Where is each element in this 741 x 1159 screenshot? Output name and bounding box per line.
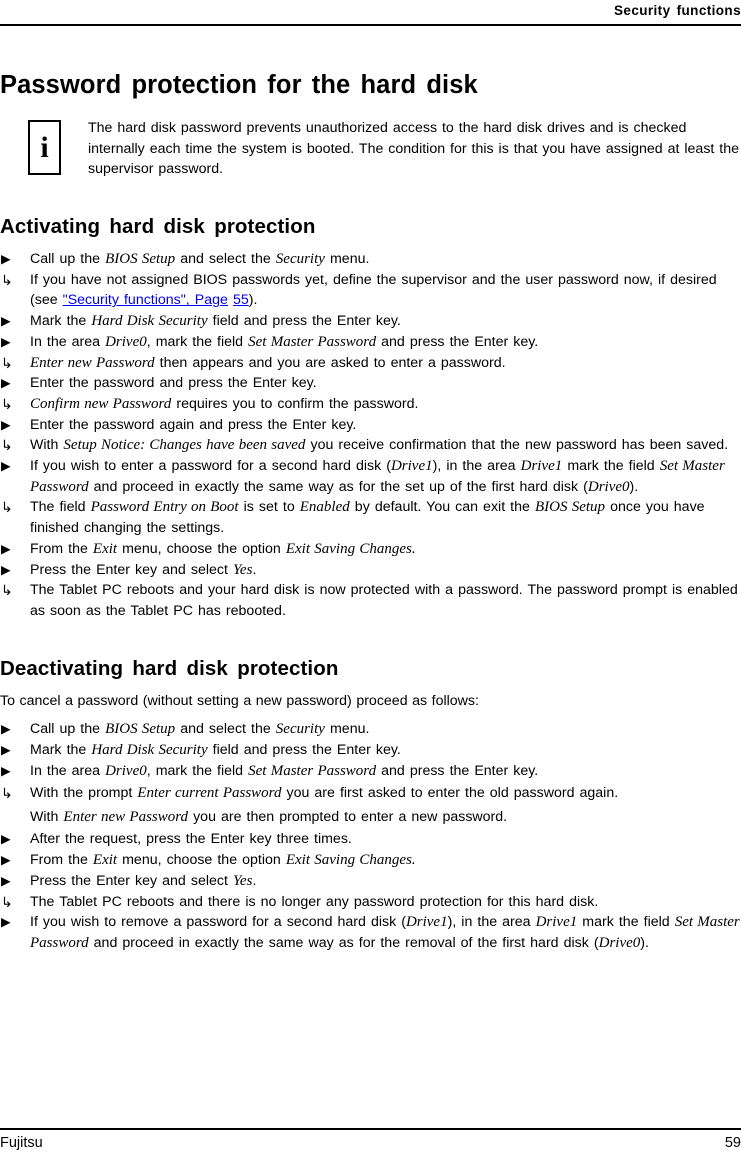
step-action: [0, 829, 741, 850]
step-action: [0, 850, 741, 871]
text-run: Call up the: [30, 721, 106, 738]
step-text: [30, 562, 256, 578]
step-text: [30, 313, 401, 329]
text-run: by default. You can exit the: [349, 499, 535, 516]
ui-term: Set Master Password: [248, 333, 377, 350]
text-run: ), in the area: [447, 914, 536, 931]
step-text: [30, 742, 401, 758]
sections-container: [0, 214, 741, 954]
text-run: and proceed in exactly the same way as for the set up of the first hard disk (: [88, 478, 588, 495]
text-run: menu.: [324, 251, 370, 267]
step-result: [0, 497, 741, 538]
text-run: ), in the area: [432, 458, 521, 475]
ui-term: Drive0: [105, 333, 147, 350]
text-run: If you have not assigned BIOS passwords yet, define the supervisor and the user password now, if desired (see: [30, 271, 717, 309]
ui-term: Password Entry on Boot: [90, 499, 239, 516]
ui-term: Hard Disk Security: [91, 313, 208, 330]
step-text: [30, 541, 416, 557]
ui-term: Security: [275, 721, 325, 738]
text-run: If you wish to remove a password for a second hard disk (: [30, 914, 406, 931]
step-result: [0, 394, 741, 415]
cross-reference-link[interactable]: "Security functions", Page: [62, 292, 228, 309]
text-run: In the area: [30, 762, 106, 779]
text-run: and press the Enter key.: [376, 762, 539, 779]
ui-term: Drive1: [535, 914, 578, 931]
step-text: [30, 873, 256, 889]
ui-term: Drive0: [598, 934, 641, 951]
text-run: ).: [640, 934, 649, 951]
ui-term: Yes: [232, 872, 253, 889]
text-run: Enter the password and press the Enter key.: [30, 375, 317, 392]
step-action: [0, 560, 741, 581]
action-triangle-icon: ▶: [1, 334, 11, 349]
ui-term: Hard Disk Security: [91, 742, 208, 759]
text-run: you receive confirmation that the new password has been saved.: [305, 437, 729, 454]
step-result: [0, 270, 741, 311]
action-triangle-icon: ▶: [1, 832, 11, 847]
text-run: Enter the password again and press the Enter key.: [30, 416, 357, 433]
text-run: ).: [629, 478, 639, 495]
cross-reference-link[interactable]: 55: [232, 292, 249, 309]
action-triangle-icon: ▶: [1, 743, 11, 758]
section-heading: Activating hard disk protection: [0, 215, 316, 238]
result-arrow-icon: ↳: [1, 354, 13, 371]
step-text: [30, 499, 705, 536]
result-arrow-icon: ↳: [1, 785, 13, 802]
ui-term: BIOS Setup: [105, 251, 176, 267]
step-text: [30, 852, 416, 868]
text-run: The Tablet PC reboots and your hard disk is now protected with a password. The password prompt is enabled as soon as the Tablet PC has rebooted.: [30, 582, 738, 619]
step-text: [30, 251, 369, 267]
ui-term: Exit Saving Changes.: [285, 540, 416, 557]
text-run: If you wish to enter a password for a second hard disk (: [30, 458, 391, 475]
ui-term: Set Master Password: [30, 458, 725, 495]
footer-rule: [0, 1128, 741, 1130]
text-run: you are first asked to enter the old password again.: [281, 785, 619, 802]
action-triangle-icon: ▶: [1, 853, 11, 868]
text-run: From the: [30, 852, 93, 869]
ui-term: Confirm new Password: [30, 395, 172, 412]
result-arrow-icon: ↳: [1, 395, 13, 412]
text-run: Mark the: [30, 742, 92, 759]
step-action: [0, 373, 741, 394]
ui-term: Set Master Password: [30, 914, 740, 951]
result-arrow-icon: ↳: [1, 271, 13, 288]
action-triangle-icon: ▶: [1, 541, 11, 556]
step-action: [0, 311, 741, 332]
step-action: [0, 539, 741, 560]
step-text: [30, 831, 352, 847]
text-run: is set to: [238, 499, 300, 516]
ui-term: Enter new Password: [30, 354, 155, 371]
action-triangle-icon: ▶: [1, 417, 11, 432]
step-text: [30, 721, 369, 737]
step-text: [30, 437, 728, 453]
step-text: [30, 785, 618, 801]
action-triangle-icon: ▶: [1, 562, 11, 577]
action-triangle-icon: ▶: [1, 763, 11, 778]
page-footer: [0, 1133, 741, 1153]
info-note: [0, 118, 741, 180]
text-run: menu.: [324, 721, 370, 738]
footer-page-number: 59: [724, 1135, 741, 1151]
ui-term: Yes: [232, 561, 253, 578]
text-run: After the request, press the Enter key three times.: [30, 831, 352, 848]
running-header-title: Security functions: [614, 3, 741, 18]
ui-term: Exit: [92, 540, 118, 557]
step-list: [0, 249, 741, 622]
action-triangle-icon: ▶: [1, 722, 11, 737]
text-run: and press the Enter key.: [376, 333, 539, 350]
ui-term: Enter new Password: [63, 809, 189, 826]
page-title: Password protection for the hard disk: [0, 71, 478, 99]
text-run: From the: [30, 540, 93, 557]
ui-term: Exit Saving Changes.: [285, 852, 416, 869]
step-list: [0, 719, 741, 953]
ui-term: Setup Notice: Changes have been saved: [63, 437, 306, 454]
step-text: [30, 894, 598, 910]
text-run: once you have finished changing the settings.: [30, 499, 705, 537]
step-result: [0, 781, 741, 805]
text-run: then appears and you are asked to enter a password.: [154, 354, 506, 371]
text-run: requires you to confirm the password.: [171, 395, 419, 412]
step-text: [30, 582, 738, 619]
ui-term: Drive1: [390, 458, 433, 475]
ui-term: BIOS Setup: [105, 721, 176, 738]
text-run: With the prompt: [30, 785, 138, 802]
text-run: ).: [248, 292, 258, 309]
text-run: In the area: [30, 333, 106, 350]
section-intro: To cancel a password (without setting a new password) proceed as follows:: [0, 692, 479, 709]
text-run: The field: [30, 499, 91, 516]
text-run: mark the field: [577, 914, 675, 931]
step-text: [30, 375, 317, 391]
text-run: field and press the Enter key.: [207, 313, 401, 330]
step-text: [30, 809, 507, 825]
ui-term: Security: [275, 251, 325, 267]
action-triangle-icon: ▶: [1, 915, 11, 930]
text-run: mark the field: [562, 458, 660, 475]
text-run: With: [30, 809, 64, 826]
step-continuation: [0, 805, 741, 829]
text-run: you are then prompted to enter a new password.: [188, 809, 508, 826]
text-run: .: [252, 561, 257, 578]
step-action: [0, 332, 741, 353]
step-result: [0, 580, 741, 621]
step-text: [30, 355, 506, 371]
info-icon: i: [28, 120, 61, 175]
ui-term: Enter current Password: [137, 785, 282, 802]
text-run: .: [252, 872, 257, 889]
result-arrow-icon: ↳: [1, 893, 13, 910]
info-note-text: The hard disk password prevents unauthorized access to the hard disk drives and is checked internally each time the system is booted. The condition for this is that you have assigned at least the supervisor password.: [88, 120, 740, 177]
step-text: [30, 272, 717, 309]
action-triangle-icon: ▶: [1, 376, 11, 391]
text-run: and select the: [175, 251, 276, 267]
text-run: Call up the: [30, 251, 106, 267]
action-triangle-icon: ▶: [1, 873, 11, 888]
ui-term: BIOS Setup: [534, 499, 606, 516]
text-run: , mark the field: [146, 762, 249, 779]
result-arrow-icon: ↳: [1, 437, 13, 454]
ui-term: Set Master Password: [248, 762, 377, 779]
step-action: [0, 719, 741, 740]
text-run: With: [30, 437, 64, 454]
text-run: and proceed in exactly the same way as for the removal of the first hard disk (: [88, 934, 599, 951]
result-arrow-icon: ↳: [1, 582, 13, 599]
header-rule: [0, 24, 741, 26]
ui-term: Exit: [92, 852, 118, 869]
ui-term: Drive0: [587, 478, 630, 495]
ui-term: Drive1: [520, 458, 563, 475]
step-result: [0, 892, 741, 913]
text-run: and select the: [175, 721, 276, 738]
text-run: , mark the field: [146, 333, 249, 350]
step-text: [30, 417, 356, 433]
step-result: [0, 353, 741, 374]
text-run: The Tablet PC reboots and there is no longer any password protection for this hard disk.: [30, 893, 599, 910]
step-action: [0, 761, 741, 782]
text-run: Press the Enter key and select: [30, 872, 233, 889]
ui-term: Drive1: [405, 914, 448, 931]
step-text: [30, 334, 538, 350]
step-action: [0, 871, 741, 892]
text-run: menu, choose the option: [117, 852, 286, 869]
text-run: Mark the: [30, 313, 92, 330]
text-run: field and press the Enter key.: [207, 742, 401, 759]
page-content: [0, 70, 741, 954]
action-triangle-icon: ▶: [1, 459, 11, 474]
step-action: [0, 249, 741, 270]
step-action: [0, 912, 741, 953]
result-arrow-icon: ↳: [1, 499, 13, 516]
footer-brand: Fujitsu: [0, 1135, 43, 1151]
step-result: [0, 435, 741, 456]
step-text: [30, 396, 418, 412]
step-text: [30, 914, 740, 951]
action-triangle-icon: ▶: [1, 314, 11, 329]
step-text: [30, 458, 725, 495]
text-run: menu, choose the option: [117, 540, 286, 557]
step-action: [0, 456, 741, 497]
action-triangle-icon: ▶: [1, 252, 11, 266]
section-heading: Deactivating hard disk protection: [0, 656, 339, 680]
step-action: [0, 415, 741, 436]
ui-term: Drive0: [105, 762, 147, 779]
ui-term: Enabled: [299, 499, 350, 516]
step-text: [30, 763, 538, 779]
text-run: Press the Enter key and select: [30, 561, 233, 578]
step-action: [0, 740, 741, 761]
